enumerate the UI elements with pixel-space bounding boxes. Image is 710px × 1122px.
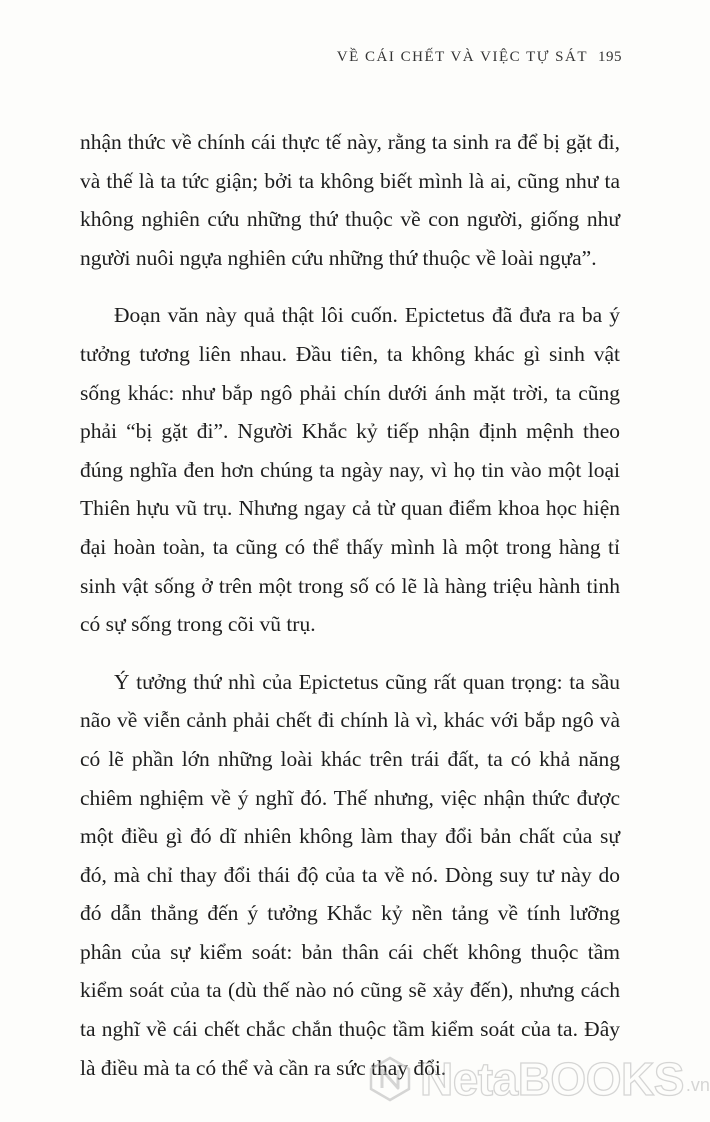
watermark bbox=[366, 1052, 710, 1106]
page-body bbox=[80, 123, 620, 1106]
netabooks-logo-icon bbox=[366, 1055, 414, 1103]
page-number: 195 bbox=[598, 49, 622, 65]
paragraph-1: nhận thức về chính cái thực tế này, rằng ta sinh ra để bị gặt đi, và thế là ta tức giận; bởi ta không biết mình là ai, cũng như ta không nghiên cứu những thứ thuộc về con người, giống như người nuôi ngựa nghiên cứu những thứ thuộc về loài ngựa”. bbox=[80, 130, 620, 270]
paragraph-3: Ý tưởng thứ nhì của Epictetus cũng rất quan trọng: ta sầu não về viễn cảnh phải chết đi chính là vì, khác với bắp ngô và có lẽ phần lớn những loài khác trên trái đất, ta có khả năng chiêm nghiệm về ý nghĩ đó. Thế nhưng, việc nhận thức được một điều gì đó dĩ nhiên không làm thay đổi bản chất của sự đó, mà chỉ thay đổi thái độ của ta về nó. Dòng suy tư này do đó dẫn thẳng đến ý tưởng Khắc kỷ nền tảng về tính lưỡng phân của sự kiểm soát: bản thân cái chết không thuộc tầm kiểm soát của ta (dù thế nào nó cũng sẽ xảy đến), nhưng cách ta nghĩ về cái chết chắc chắn thuộc tầm kiểm soát của ta. Đây là điều mà ta có thể và cần ra sức thay đổi. bbox=[80, 669, 620, 1080]
watermark-text: NetaBOOKS bbox=[420, 1053, 684, 1105]
chapter-title: VỀ CÁI CHẾT VÀ VIỆC TỰ SÁT bbox=[336, 49, 588, 65]
watermark-tld: .vn bbox=[685, 1075, 710, 1095]
running-header bbox=[337, 49, 622, 66]
paragraph-2: Đoạn văn này quả thật lôi cuốn. Epictetus đã đưa ra ba ý tưởng tương liên nhau. Đầu tiên, ta không khác gì sinh vật sống khác: như bắp ngô phải chín dưới ánh mặt trời, ta cũng phải “bị gặt đi”. Người Khắc kỷ tiếp nhận định mệnh theo đúng nghĩa đen hơn chúng ta ngày nay, vì họ tin vào một loại Thiên hựu vũ trụ. Nhưng ngay cả từ quan điểm khoa học hiện đại hoàn toàn, ta cũng có thể thấy mình là một trong hàng tỉ sinh vật sống ở trên một trong số có lẽ là hàng triệu hành tinh có sự sống trong cõi vũ trụ. bbox=[80, 303, 620, 637]
